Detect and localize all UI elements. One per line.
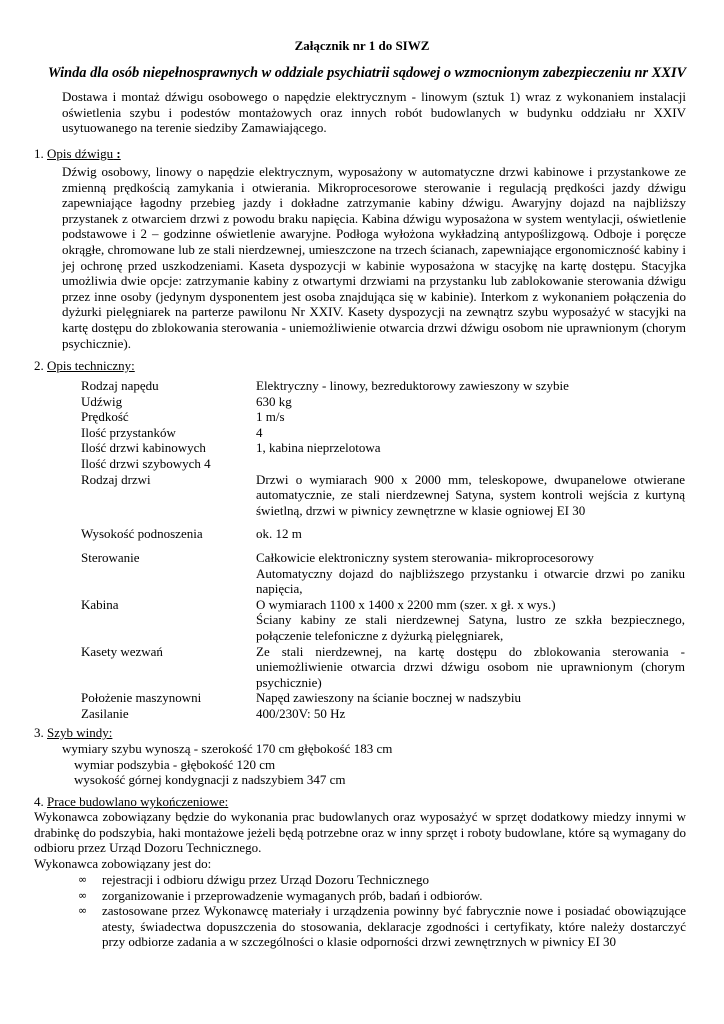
list-item-text: rejestracji i odbioru dźwigu przez Urząd Dozoru Technicznego <box>102 872 429 887</box>
section-1-title <box>34 146 121 162</box>
spec-value-line: Ściany kabiny ze stali nierdzewnej Satyna, lustro ze szkła bezpiecznego, połączenie telefoniczne z dyżurką pielęgniarek, <box>256 612 685 643</box>
shaft-dimensions: wymiary szybu wynoszą - szerokość 170 cm głębokość 183 cm <box>62 741 393 756</box>
spec-key: Zasilanie <box>81 705 129 721</box>
spec-value-line <box>256 456 685 472</box>
spec-key: Udźwig <box>81 393 123 409</box>
spec-value <box>256 690 685 706</box>
spec-row <box>81 456 685 472</box>
section-1-heading: Opis dźwigu <box>47 146 114 161</box>
section-4-heading: Prace budowlano wykończeniowe: <box>47 794 229 809</box>
intro-paragraph <box>62 89 686 136</box>
section-4-intro: Wykonawca zobowiązany jest do: <box>34 856 212 871</box>
technical-spec-table <box>81 378 685 721</box>
obligations-list <box>78 872 686 950</box>
infinity-bullet-icon: ∞ <box>78 873 88 886</box>
list-item-text: zastosowane przez Wykonawcę materiały i urządzenia powinny być fabrycznie nowe i posiadać obowiązujące atesty, świadectwa dopuszczenia do stosowania, deklaracje zgodności i certyfikaty, które należy dostarczyć przy odbiorze zadania a w szczególności o klasie odporności drzwi zewnętrznych w piwnicy EI 30 <box>102 903 686 950</box>
spec-key: Kasety wezwań <box>81 643 163 659</box>
pit-dimensions: wymiar podszybia - głębokość 120 cm <box>74 756 276 772</box>
spec-row <box>81 526 685 550</box>
spec-row <box>81 440 685 456</box>
spec-value-line: Ze stali nierdzewnej, na kartę dostępu do zblokowania sterowania - uniemożliwienie otwarcia drzwi dźwigu osobom nie uprawnionym (chorym psychicznie) <box>256 643 685 690</box>
spec-value-line: O wymiarach 1100 x 1400 x 2200 mm (szer. x gł. x wys.) <box>256 596 556 612</box>
spec-value-line: 1 m/s <box>256 409 285 425</box>
spec-key: Ilość drzwi szybowych 4 <box>81 455 211 471</box>
section-4-title <box>34 794 228 810</box>
spec-value <box>256 472 685 527</box>
spec-row <box>81 394 685 410</box>
spec-key: Ilość przystanków <box>81 424 176 440</box>
spec-key: Rodzaj drzwi <box>81 471 151 487</box>
spec-value-line: 400/230V: 50 Hz <box>256 705 346 721</box>
list-item <box>78 903 686 950</box>
spec-row <box>81 644 685 691</box>
spec-key: Położenie maszynowni <box>81 690 202 706</box>
spec-key: Kabina <box>81 596 119 612</box>
top-floor-height: wysokość górnej kondygnacji z nadszybiem 347 cm <box>74 772 346 788</box>
spec-row <box>81 706 685 722</box>
spec-value-line: 1, kabina nieprzelotowa <box>256 440 381 456</box>
spec-value <box>256 409 685 425</box>
spec-key: Sterowanie <box>81 549 140 565</box>
spec-key: Rodzaj napędu <box>81 378 159 393</box>
spec-value <box>256 425 685 441</box>
spec-row <box>81 409 685 425</box>
spec-row <box>81 690 685 706</box>
section-4-number: 4. <box>34 794 44 809</box>
spec-value <box>256 440 685 456</box>
section-1-colon: : <box>113 146 121 161</box>
spec-value-line: ok. 12 m <box>256 526 302 542</box>
section-3-title <box>34 725 112 741</box>
list-item-text: zorganizowanie i przeprowadzenie wymaganych prób, badań i odbiorów. <box>102 887 483 903</box>
infinity-bullet-icon: ∞ <box>78 888 88 902</box>
spec-value-line: Drzwi o wymiarach 900 x 2000 mm, teleskopowe, dwupanelowe otwierane automatycznie, ze stali nierdzewnej Satyna, system kontroli wejścia z kurtyną świetlną, drzwi w piwnicy zewnętrzne w klasie ogniowej EI 30 <box>256 471 685 518</box>
document-heading: Załącznik nr 1 do SIWZ <box>294 38 430 53</box>
section-3-body <box>62 741 686 788</box>
list-item <box>78 888 686 904</box>
intro-text: Dostawa i montaż dźwigu osobowego o napędzie elektrycznym - linowym (sztuk 1) wraz z wykonaniem instalacji oświetlenia szybu i podestów montażowych oraz innych robót budowlanych w budynku oddziału nr XXIV usytuowanego na terenie siedziby Zamawiającego. <box>62 89 686 136</box>
spec-value-line: Automatyczny dojazd do najbliższego przystanku i otwarcie drzwi po zaniku napięcia, <box>256 565 685 597</box>
spec-value <box>256 526 685 550</box>
spec-value-line: Całkowicie elektroniczny system sterowania- mikroprocesorowy <box>256 549 594 565</box>
spec-value <box>256 550 685 597</box>
spec-key: Ilość drzwi kabinowych <box>81 440 206 456</box>
spec-row <box>81 378 685 394</box>
spec-key: Prędkość <box>81 409 129 425</box>
section-1-body <box>62 164 686 351</box>
spec-value <box>256 394 685 410</box>
spec-value <box>256 706 685 722</box>
section-3-number: 3. <box>34 725 44 740</box>
section-2-heading: Opis techniczny: <box>47 358 135 373</box>
spec-value-line: 4 <box>256 424 263 440</box>
document-subtitle: Winda dla osób niepełnosprawnych w oddziale psychiatrii sądowej o wzmocnionym zabezpieczeniu nr XXIV <box>47 65 687 81</box>
spec-value-line: 630 kg <box>256 393 292 409</box>
spec-row <box>81 472 685 527</box>
spec-table-body <box>81 378 685 721</box>
section-1-text: Dźwig osobowy, linowy o napędzie elektrycznym, wyposażony w automatyczne drzwi kabinowe i przystankowe ze zmienną prędkością zamykania i otwierania. Mikroprocesorowe sterowanie i regulacją prędkości jazdy dźwigu zapewniające łagodny przebieg jazdy i dokładne zatrzymanie kabiny dźwigu. Awaryjny dojazd na najbliższy przystanek z otwarciem drzwi z powodu braku napięcia. Kabina dźwigu wyposażona w system wentylacji, oświetlenie podstawowe i 2 – godzinne oświetlenie awaryjne. Podłoga wyłożona wykładziną antypoślizgową. Odboje i poręcze okrągłe, chromowane lub ze stali nierdzewnej, umieszczone na trzech ścianach, zapewniające ergonomiczność kabiny i jej ochronę przed uszkodzeniami. Kaseta dyspozycji w kabinie wyposażona w stacyjkę na kartę dostępu. Stacyjka umożliwia dwie opcje: zatrzymanie kabiny z otwartymi drzwiami na przystanku lub zablokowanie sterowania dźwigu przez inne osoby (jedynym dysponentem jest osoba znajdująca się w kabinie). Interkom z wykonaniem połączenia do dyżurki pielęgniarek na parterze pawilonu Nr XXIV. Kasety dyspozycji na zewnątrz szybu wyposażyć w stacyjki na kartę dostępu do zblokowania sterowania - uniemożliwienie otwarcia drzwi dźwigu osobom nie uprawnionym (chorym psychicznie). <box>62 164 686 351</box>
spec-row <box>81 597 685 644</box>
spec-value <box>256 644 685 691</box>
section-4-body <box>34 809 686 856</box>
infinity-bullet-icon: ∞ <box>78 904 88 918</box>
spec-value <box>256 456 685 472</box>
section-2-title <box>34 358 135 374</box>
spec-value <box>256 597 685 644</box>
spec-value <box>256 378 685 394</box>
section-2-number: 2. <box>34 358 44 373</box>
spec-key: Wysokość podnoszenia <box>81 526 203 542</box>
spec-row <box>81 550 685 597</box>
list-item <box>78 872 686 888</box>
section-1-number: 1. <box>34 146 44 161</box>
section-3-heading: Szyb windy: <box>47 725 113 740</box>
spec-value-line: Elektryczny - linowy, bezreduktorowy zawieszony w szybie <box>256 378 569 393</box>
section-4-text: Wykonawca zobowiązany będzie do wykonania prac budowlanych oraz wyposażyć w sprzęt dodatkowy miedzy innymi w drabinkę do podszybia, haki montażowe jeżeli będą potrzebne oraz w inny sprzęt i roboty budowlane, które są wymagany do odbioru przez Urząd Dozoru Technicznego. <box>34 809 686 856</box>
spec-row <box>81 425 685 441</box>
spec-value-line: Napęd zawieszony na ścianie bocznej w nadszybiu <box>256 690 521 706</box>
